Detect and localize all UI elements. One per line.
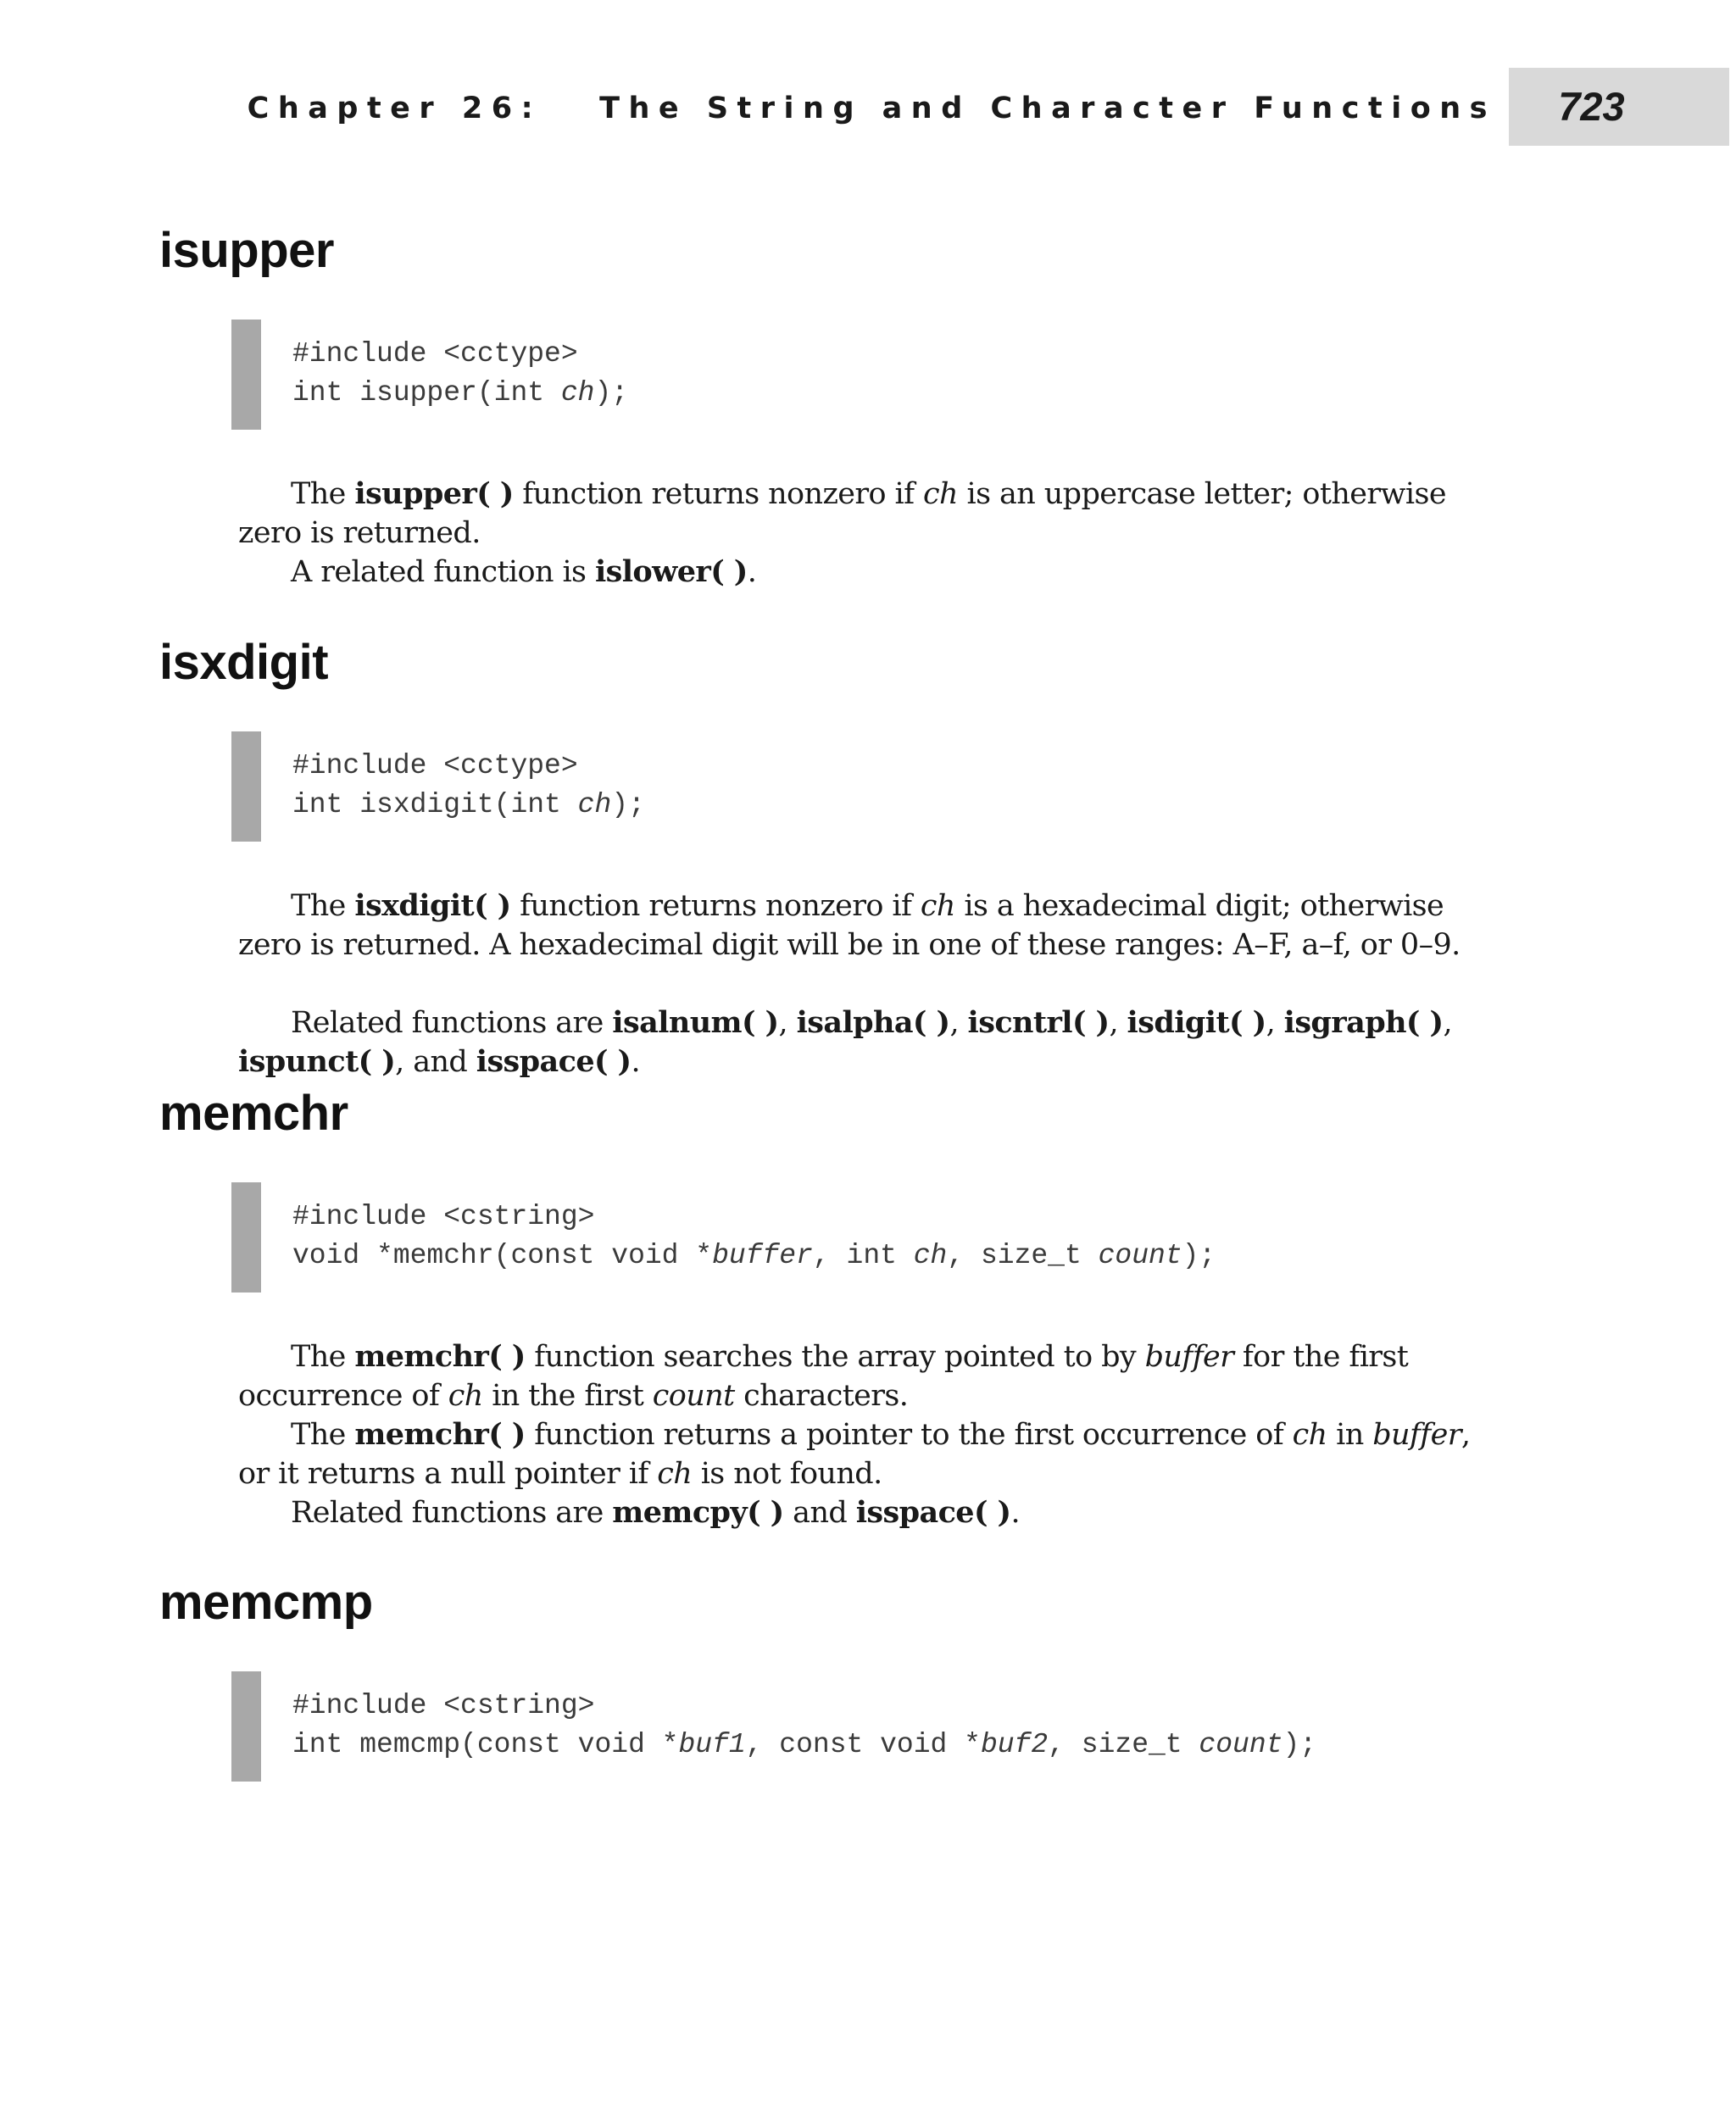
paragraph: The memchr( ) function searches the array pointed to by buffer for the first occurrence of ch in the first count characters. — [238, 1339, 1409, 1413]
paragraph: The memchr( ) function returns a pointer to the first occurrence of ch in buffer, or it returns a null pointer if ch is not found. — [238, 1417, 1471, 1491]
paragraph: Related functions are memcpy( ) and isspace( ). — [291, 1495, 1021, 1530]
code-block — [231, 1182, 1503, 1293]
paragraph: A related function is islower( ). — [291, 554, 757, 589]
section-title: memchr — [159, 1086, 348, 1141]
section-title: memcmp — [159, 1575, 373, 1630]
code-block — [231, 731, 1503, 842]
code-bar — [231, 320, 261, 430]
code-bar — [231, 1182, 261, 1293]
code-line: int memcmp(const void *buf1, const void *buf2, size_t count); — [292, 1729, 1317, 1760]
section-title: isxdigit — [159, 635, 329, 690]
code-bar — [231, 731, 261, 842]
paragraph: Related functions are isalnum( ), isalpha( ), iscntrl( ), isdigit( ), isgraph( ), ispunct( ), and isspace( ). — [238, 1005, 1452, 1079]
running-header: Chapter 26: The String and Character Functions — [247, 92, 1496, 125]
code-line: #include <cctype> — [292, 750, 578, 781]
code-line: #include <cstring> — [292, 1690, 595, 1721]
page-number: 723 — [1558, 84, 1625, 129]
code-line: #include <cctype> — [292, 338, 578, 370]
code-block — [231, 320, 1503, 430]
code-bar — [231, 1671, 261, 1782]
code-block — [231, 1671, 1503, 1782]
section-title: isupper — [159, 223, 334, 278]
paragraph: The isupper( ) function returns nonzero if ch is an uppercase letter; otherwise zero is returned. — [238, 476, 1446, 550]
code-line: int isupper(int ch); — [292, 377, 629, 409]
code-line: #include <cstring> — [292, 1201, 595, 1232]
code-line: int isxdigit(int ch); — [292, 789, 645, 820]
paragraph: The isxdigit( ) function returns nonzero if ch is a hexadecimal digit; otherwise zero is returned. A hexadecimal digit will be in one of these ranges: A–F, a–f, or 0–9. — [238, 888, 1461, 962]
code-line: void *memchr(const void *buffer, int ch, size_t count); — [292, 1240, 1216, 1271]
